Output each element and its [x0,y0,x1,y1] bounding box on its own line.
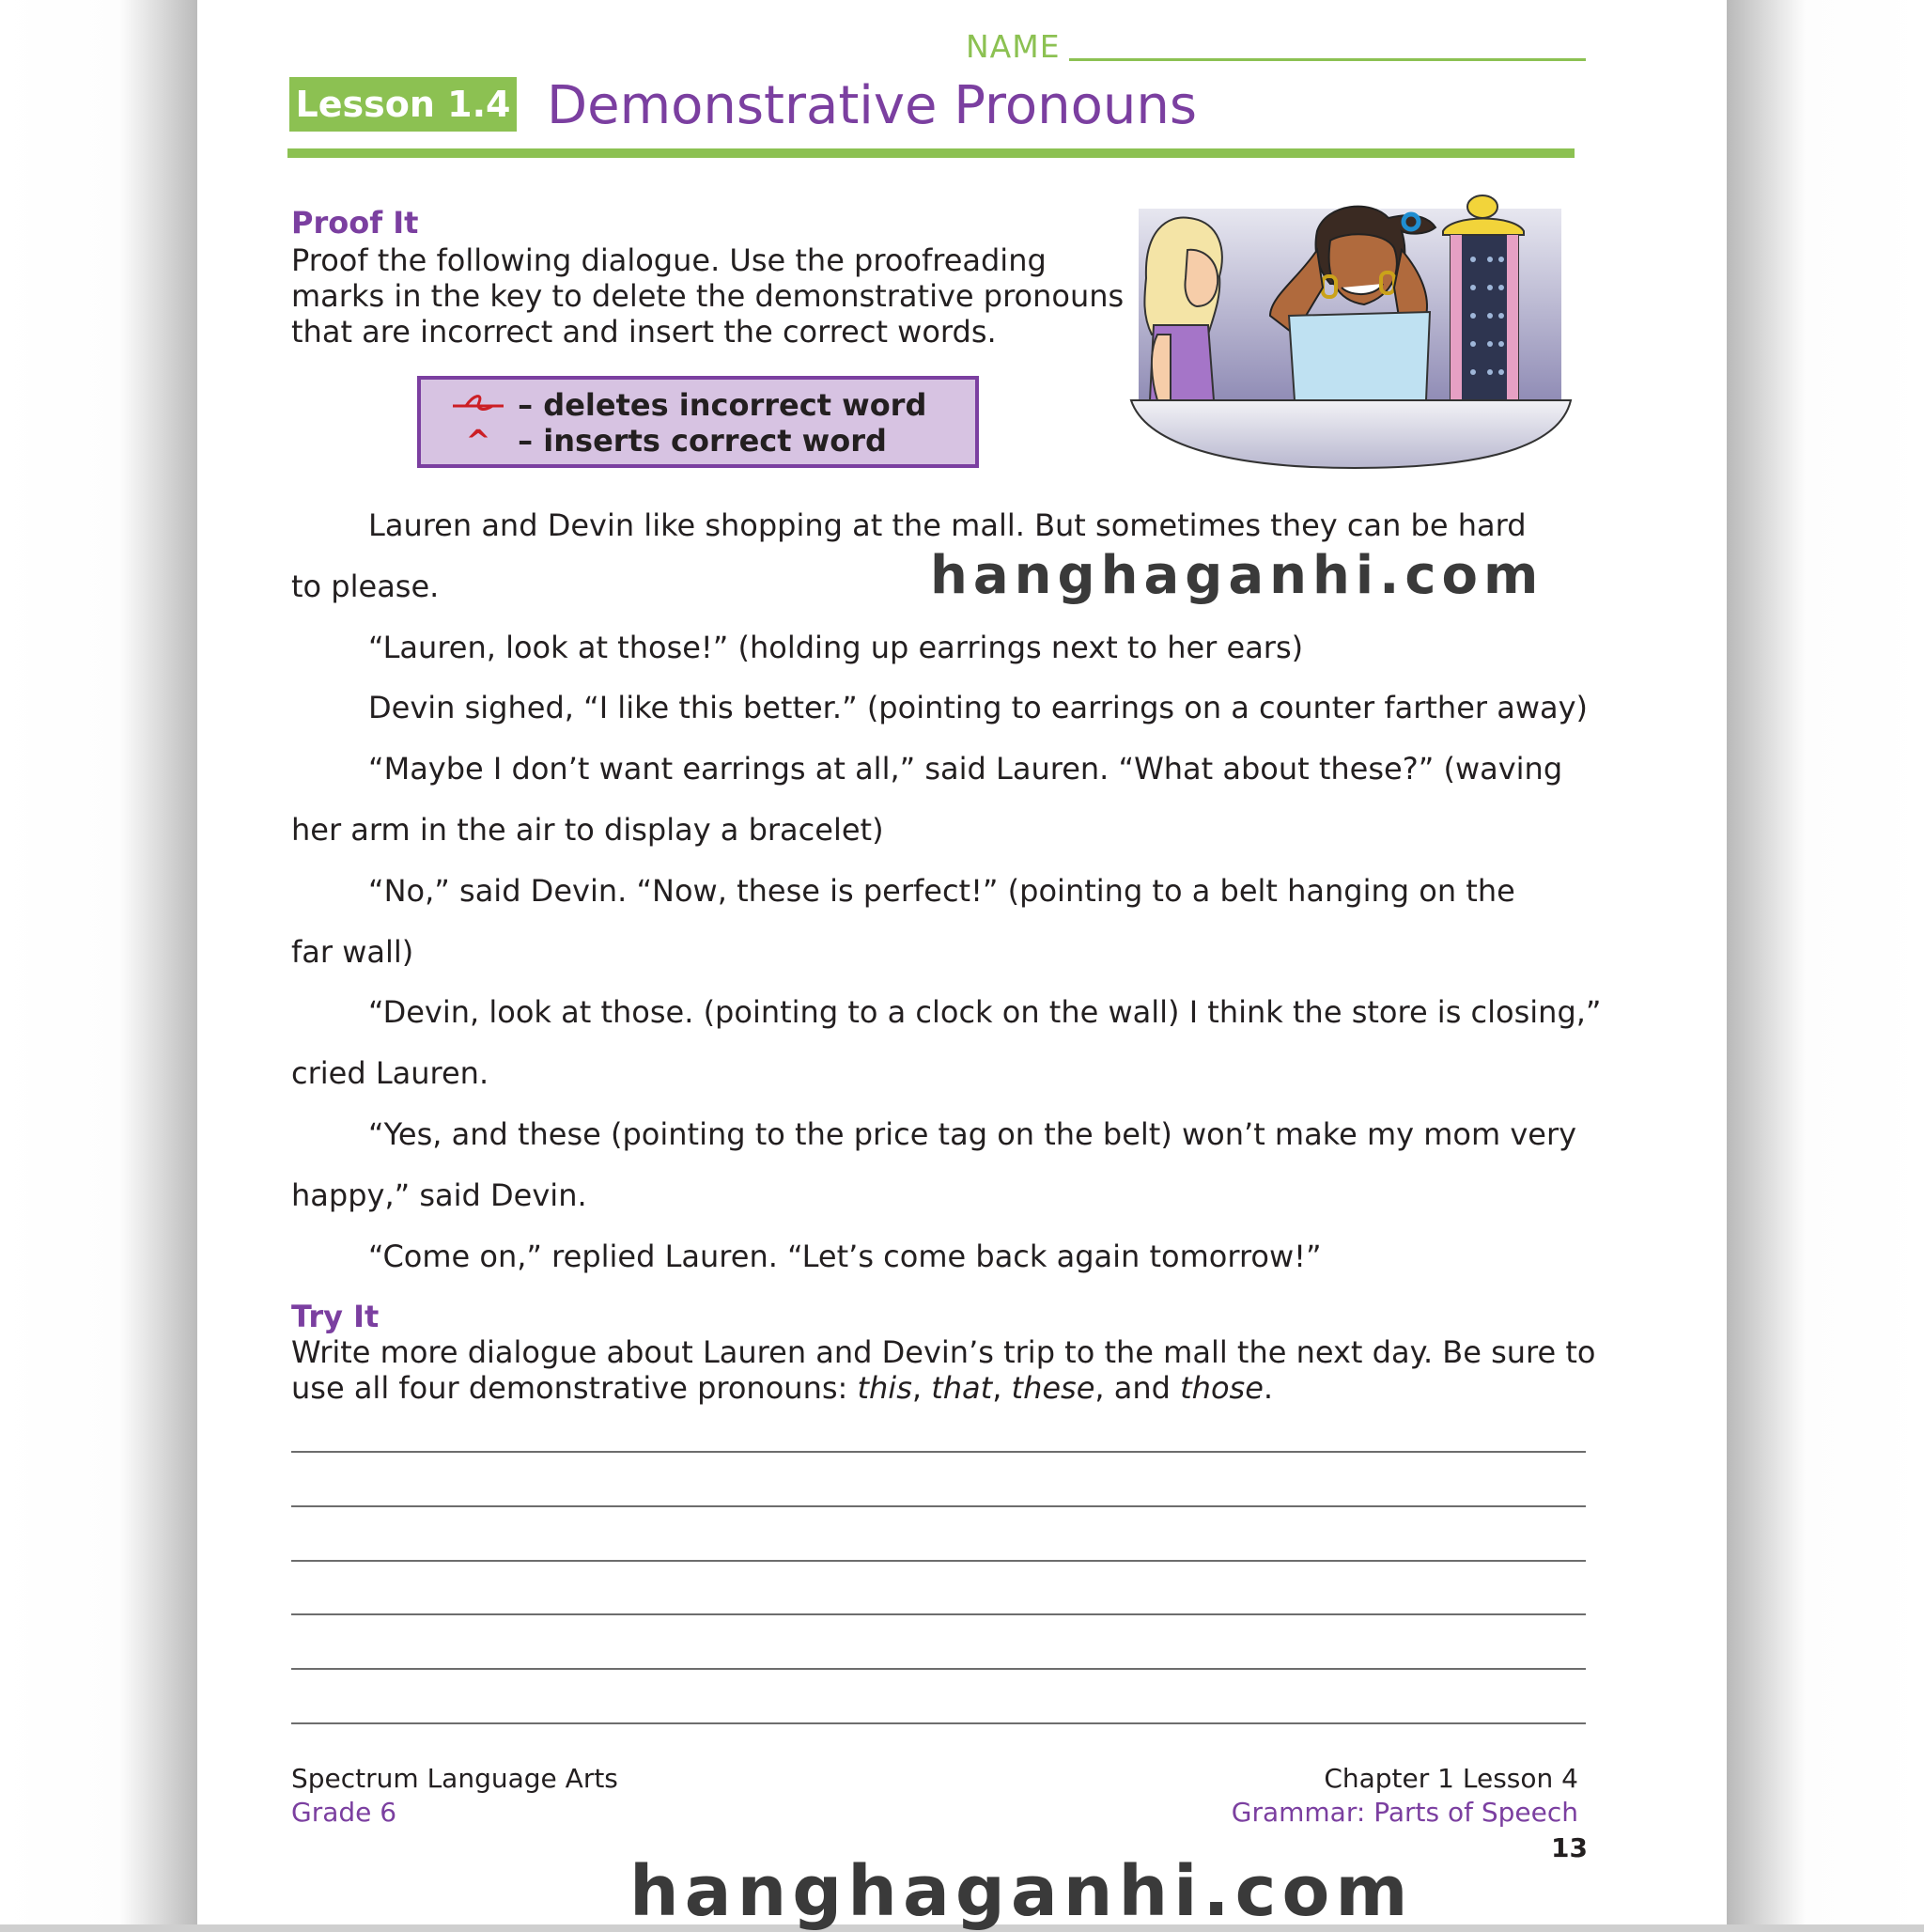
instruction-line: that are incorrect and insert the correct words. [291,314,997,350]
name-label: NAME [966,28,1061,65]
left-page-shadow [0,0,199,1924]
earring-display-tower [1441,195,1528,427]
caret-insert-icon: ^ [465,423,491,459]
footer-grade: Grade 6 [291,1797,397,1828]
pronoun-that: that [931,1370,993,1406]
key-row-insert [449,423,887,459]
dialogue-line: “Yes, and these (pointing to the price tag on the belt) won’t make my mom very [368,1116,1577,1152]
store-counter [1131,400,1571,468]
pronoun-these: these [1011,1370,1095,1406]
separator: , [911,1370,932,1406]
proof-it-instructions [291,242,1193,350]
name-write-line[interactable] [1069,58,1586,61]
pronoun-this: this [857,1370,912,1406]
dialogue-line: “Lauren, look at those!” (holding up earrings next to her ears) [368,629,1304,665]
footer-book-title: Spectrum Language Arts [291,1763,618,1794]
key-row-delete [449,387,926,423]
worksheet-page [197,0,1727,1932]
separator: , and [1094,1370,1181,1406]
instruction-line: marks in the key to delete the demonstrative pronouns [291,278,1125,314]
separator: , [992,1370,1012,1406]
lesson-badge: Lesson 1.4 [289,77,517,132]
page-title: Demonstrative Pronouns [547,75,1198,136]
dialogue-line: “Maybe I don’t want earrings at all,” said Lauren. “What about these?” (waving [368,751,1563,787]
key-delete-text: – deletes incorrect word [518,387,927,423]
try-it-text: use all four demonstrative pronouns: [291,1370,858,1406]
watermark-text: hanghaganhi.com [629,1851,1414,1932]
try-it-instructions [291,1334,1606,1406]
try-it-heading: Try It [291,1299,380,1334]
separator: . [1263,1370,1274,1406]
dialogue-line: happy,” said Devin. [291,1176,587,1213]
delete-mark-icon [449,387,507,423]
try-it-line [291,1370,1606,1406]
key-insert-text: – inserts correct word [518,423,887,459]
dialogue-line: “No,” said Devin. “Now, these is perfect!” (pointing to a belt hanging on the [368,872,1515,909]
proofreading-key [417,376,979,468]
writing-line[interactable] [291,1505,1586,1507]
dialogue-line: Lauren and Devin like shopping at the mall. But sometimes they can be hard [368,507,1527,543]
writing-line[interactable] [291,1613,1586,1615]
dialogue-line: cried Lauren. [291,1055,489,1092]
right-page-shadow [1727,0,1924,1924]
dialogue-line: to please. [291,568,440,604]
dialogue-line: her arm in the air to display a bracelet) [291,812,884,848]
instruction-line: Proof the following dialogue. Use the proofreading [291,242,1047,278]
writing-line[interactable] [291,1451,1586,1453]
writing-line[interactable] [291,1722,1586,1724]
footer-topic: Grammar: Parts of Speech [1231,1797,1578,1828]
proof-it-heading: Proof It [291,205,419,241]
title-divider [287,148,1575,158]
pronoun-those: those [1180,1370,1264,1406]
footer-chapter: Chapter 1 Lesson 4 [1324,1763,1578,1794]
dialogue-line: far wall) [291,933,414,970]
mall-shopping-illustration [1129,194,1580,479]
dialogue-line: “Devin, look at those. (pointing to a clock on the wall) I think the store is closing,” [368,994,1602,1031]
dialogue-line: Devin sighed, “I like this better.” (pointing to earrings on a counter farther away) [368,690,1589,726]
watermark-text: hanghaganhi.com [930,545,1544,606]
page-number: 13 [1551,1832,1588,1863]
lauren-figure [1144,217,1222,400]
writing-line[interactable] [291,1668,1586,1670]
dialogue-line: “Come on,” replied Lauren. “Let’s come back again tomorrow!” [368,1238,1322,1274]
writing-line[interactable] [291,1560,1586,1562]
try-it-line: Write more dialogue about Lauren and Devin’s trip to the mall the next day. Be sure to [291,1334,1596,1370]
